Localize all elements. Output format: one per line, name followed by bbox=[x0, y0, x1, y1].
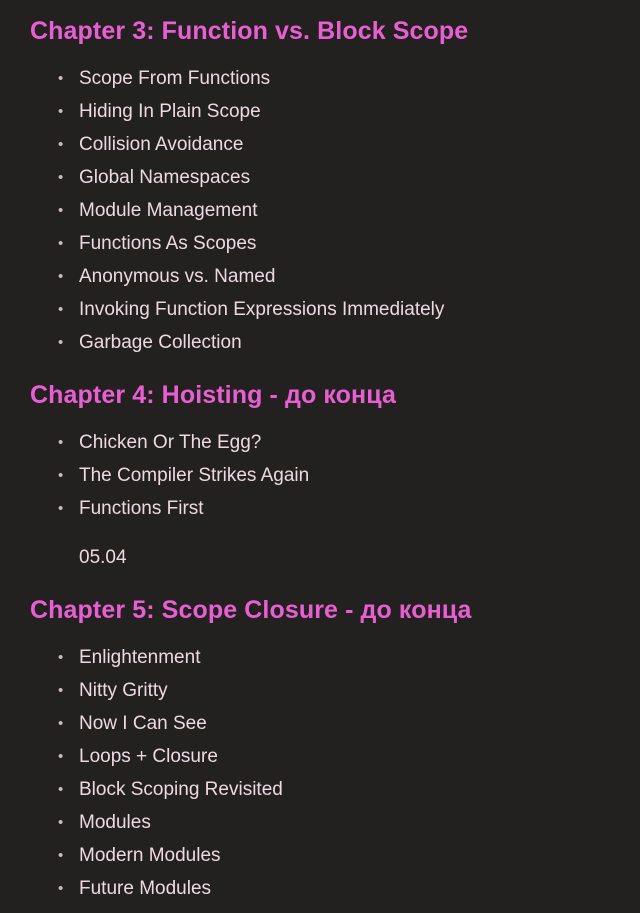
list-item-label: Now I Can See bbox=[79, 713, 207, 734]
list-item-label: The Compiler Strikes Again bbox=[79, 465, 310, 486]
bullet-icon: • bbox=[58, 136, 64, 153]
list-item-label: Global Namespaces bbox=[79, 167, 251, 188]
topic-list bbox=[30, 426, 622, 525]
list-item bbox=[50, 707, 622, 740]
list-item bbox=[50, 839, 622, 872]
list-item-label: Chicken Or The Egg? bbox=[79, 432, 262, 453]
bullet-icon: • bbox=[58, 334, 64, 351]
list-item bbox=[50, 260, 622, 293]
chapter-section bbox=[30, 14, 622, 359]
list-item-label: Module Management bbox=[79, 200, 258, 221]
section-spacer bbox=[30, 359, 622, 378]
list-item bbox=[50, 62, 622, 95]
bullet-icon: • bbox=[58, 847, 64, 864]
bullet-icon: • bbox=[58, 434, 64, 451]
chapter-title: Chapter 4: Hoisting - до конца bbox=[30, 381, 397, 409]
list-item-label: Future Modules bbox=[79, 878, 212, 899]
list-item-label: Functions As Scopes bbox=[79, 233, 257, 254]
bullet-icon: • bbox=[58, 814, 64, 831]
list-item-label: Block Scoping Revisited bbox=[79, 779, 283, 800]
list-item-label: Anonymous vs. Named bbox=[79, 266, 276, 287]
list-item-label: Garbage Collection bbox=[79, 332, 242, 353]
topic-list bbox=[30, 62, 622, 359]
list-item-label: Loops + Closure bbox=[79, 746, 218, 767]
bullet-icon: • bbox=[58, 301, 64, 318]
list-item-label: Hiding In Plain Scope bbox=[79, 101, 261, 122]
bullet-icon: • bbox=[58, 103, 64, 120]
bullet-icon: • bbox=[58, 880, 64, 897]
list-item-label: Enlightenment bbox=[79, 647, 201, 668]
list-item bbox=[50, 227, 622, 260]
chapter-title: Chapter 5: Scope Closure - до конца bbox=[30, 596, 472, 624]
list-item bbox=[50, 674, 622, 707]
list-item bbox=[50, 740, 622, 773]
list-item-label: Collision Avoidance bbox=[79, 134, 244, 155]
list-item bbox=[50, 326, 622, 359]
list-item bbox=[50, 459, 622, 492]
list-item-label: Invoking Function Expressions Immediately bbox=[79, 299, 445, 320]
list-item-label: Functions First bbox=[79, 498, 204, 519]
list-item-label: Modern Modules bbox=[79, 845, 221, 866]
list-item bbox=[50, 641, 622, 674]
bullet-icon: • bbox=[58, 748, 64, 765]
chapter-section bbox=[30, 378, 622, 574]
left-edge-strip bbox=[0, 0, 6, 913]
list-item bbox=[50, 161, 622, 194]
list-item bbox=[50, 194, 622, 227]
bullet-icon: • bbox=[58, 70, 64, 87]
bullet-icon: • bbox=[58, 268, 64, 285]
section-spacer bbox=[30, 574, 622, 593]
bullet-icon: • bbox=[58, 781, 64, 798]
list-item bbox=[50, 872, 622, 905]
bullet-icon: • bbox=[58, 649, 64, 666]
bullet-icon: • bbox=[58, 682, 64, 699]
list-item bbox=[50, 426, 622, 459]
chapter-section bbox=[30, 593, 622, 905]
section-note: 05.04 bbox=[79, 547, 127, 568]
list-item bbox=[50, 95, 622, 128]
list-item bbox=[50, 492, 622, 525]
list-item bbox=[50, 806, 622, 839]
topic-list bbox=[30, 641, 622, 905]
bullet-icon: • bbox=[58, 235, 64, 252]
list-item bbox=[50, 128, 622, 161]
list-item-label: Scope From Functions bbox=[79, 68, 271, 89]
list-item bbox=[50, 293, 622, 326]
list-item bbox=[50, 773, 622, 806]
bullet-icon: • bbox=[58, 715, 64, 732]
list-item-label: Nitty Gritty bbox=[79, 680, 168, 701]
list-item-label: Modules bbox=[79, 812, 151, 833]
bullet-icon: • bbox=[58, 500, 64, 517]
chapter-title: Chapter 3: Function vs. Block Scope bbox=[30, 17, 469, 45]
bullet-icon: • bbox=[58, 169, 64, 186]
bullet-icon: • bbox=[58, 467, 64, 484]
bullet-icon: • bbox=[58, 202, 64, 219]
